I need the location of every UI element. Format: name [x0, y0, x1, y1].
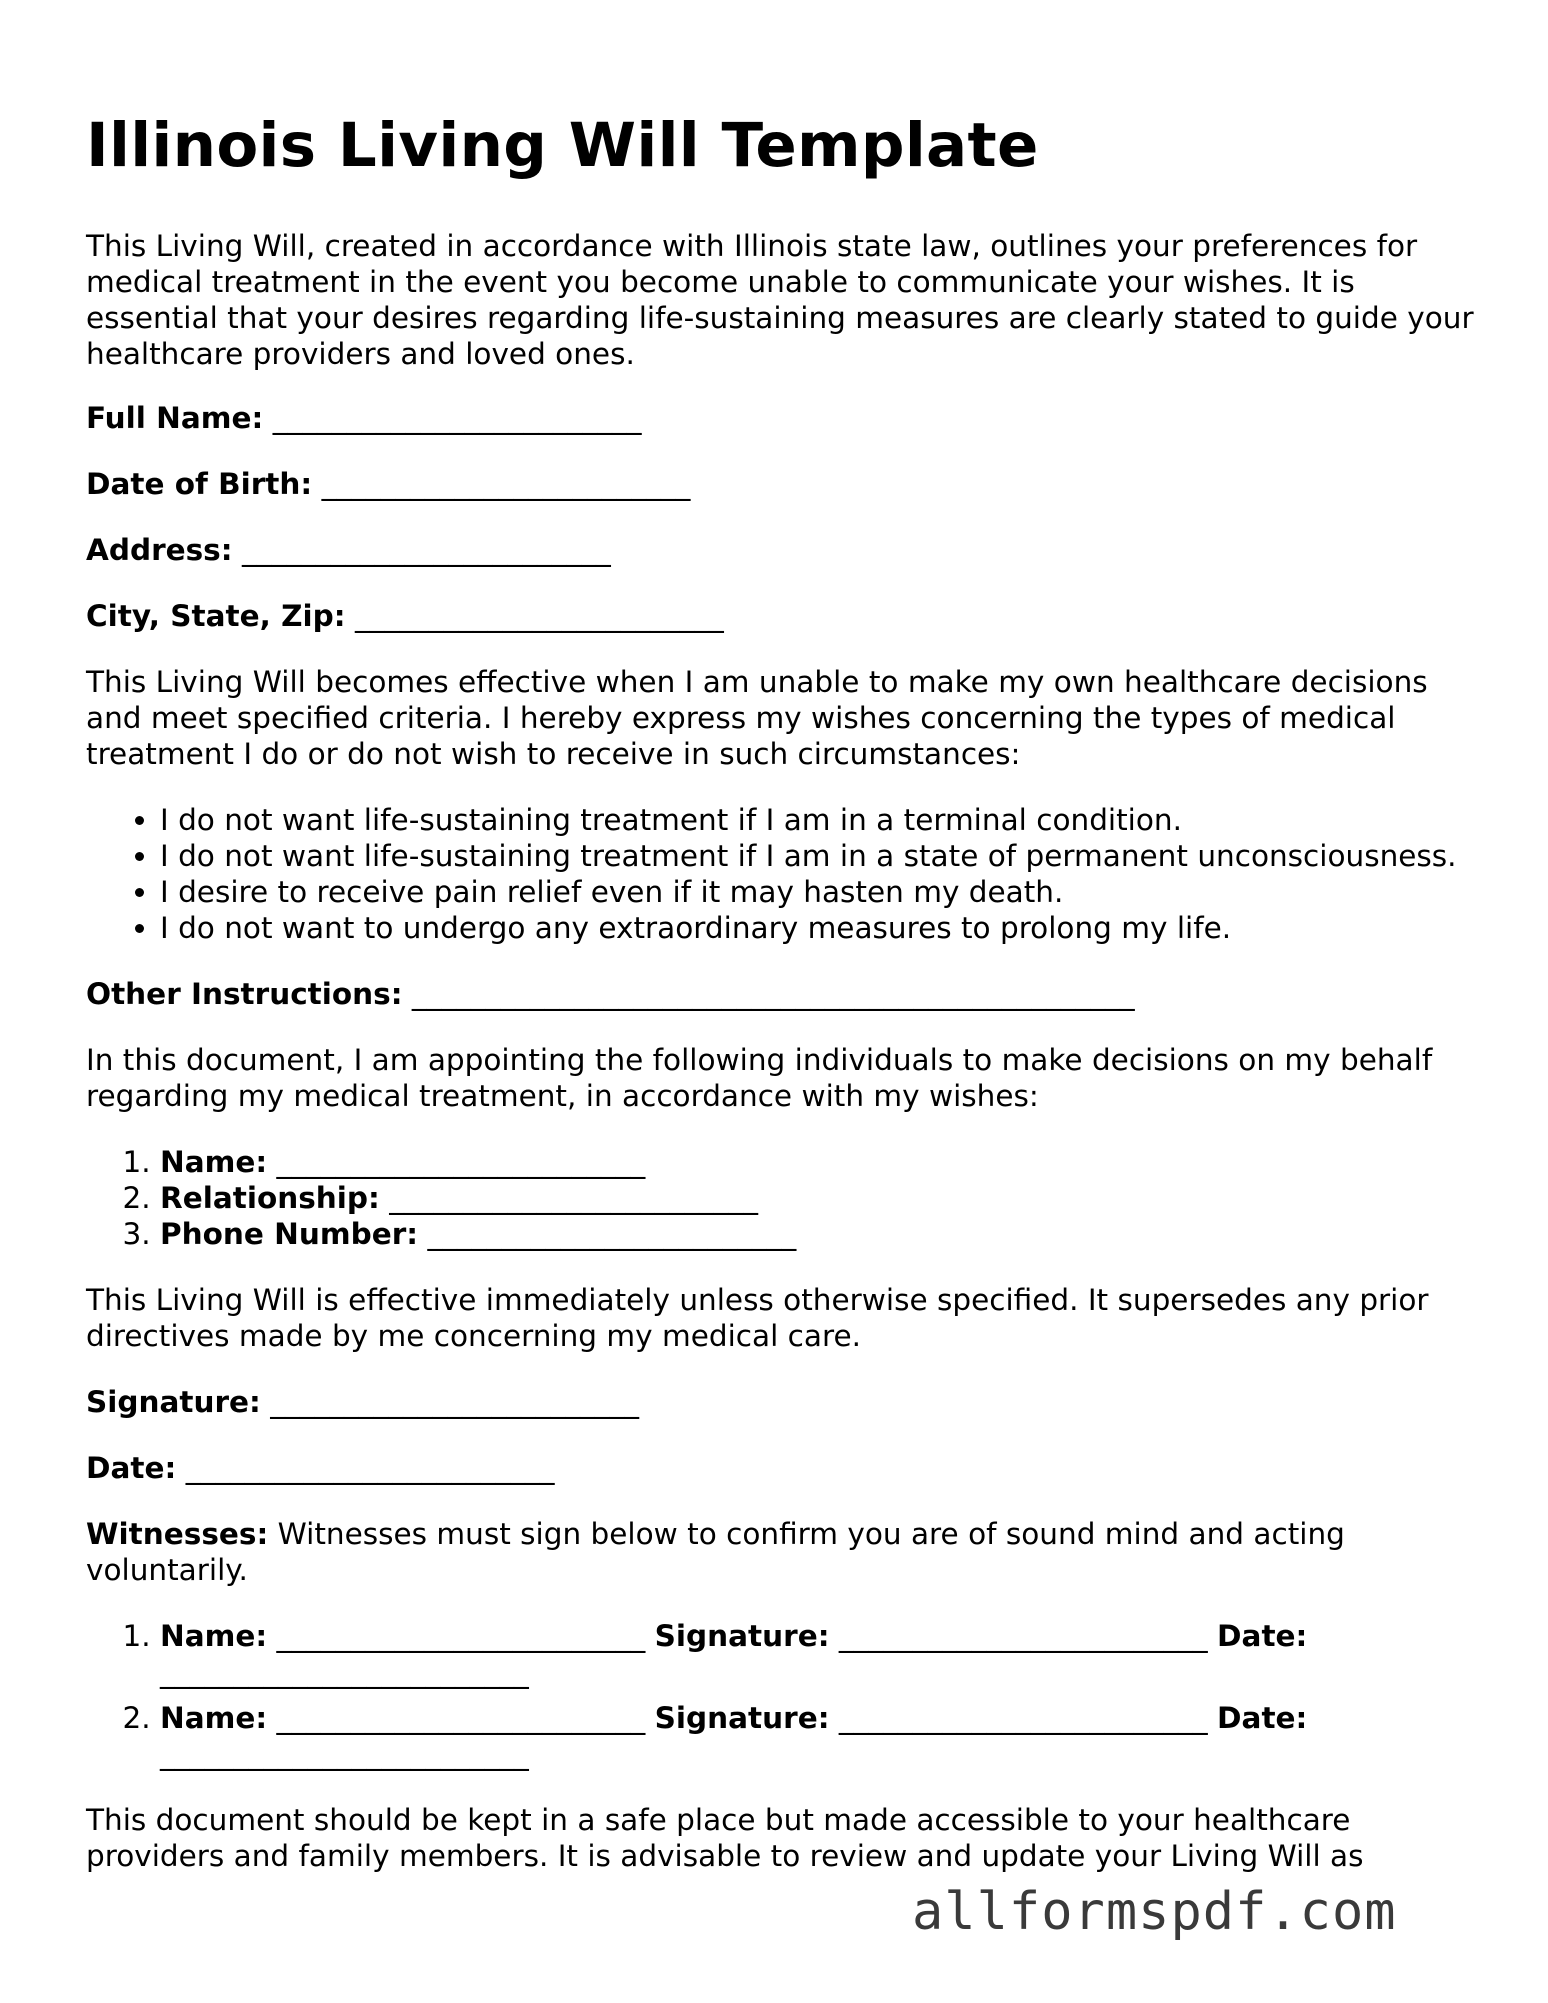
effective-paragraph: This Living Will becomes effective when I am unable to make my own healthcare decisions and meet specified criteria. I hereby express my wishes concerning the types of medical treatment I do or do not wish to receive in such circumstances: [86, 665, 1428, 771]
witness-list [86, 1618, 1476, 1772]
agent-name-label: Name: [160, 1145, 268, 1179]
date-label: Date: [86, 1451, 177, 1485]
agent-phone-item[interactable] [160, 1216, 1476, 1252]
witness-name-blank[interactable]: _________________________ [276, 1701, 646, 1735]
document-page [86, 104, 1476, 1874]
address-label: Address: [86, 533, 233, 567]
full-name-label: Full Name: [86, 401, 264, 435]
intro-paragraph: This Living Will, created in accordance with Illinois state law, outlines your preferences for medical treatment in the event you become unable to communicate your wishes. It is essential that your desires regarding life-sustaining measures are clearly stated to guide your healthcare providers and loved ones. [86, 229, 1474, 371]
witness-date-blank[interactable]: _________________________ [160, 1737, 529, 1771]
witnesses-text: Witnesses must sign below to confirm you are of sound mind and acting voluntarily. [86, 1517, 1345, 1587]
witnesses-label: Witnesses: [86, 1517, 269, 1551]
address-blank[interactable]: _________________________ [241, 533, 611, 567]
agent-list [86, 1144, 1476, 1252]
agent-relationship-item[interactable] [160, 1180, 1476, 1216]
other-instructions-blank[interactable]: _________________________________________________ [411, 977, 1135, 1011]
date-field[interactable] [86, 1450, 1476, 1486]
watermark: allformspdf.com [912, 1882, 1397, 1942]
city-state-zip-label: City, State, Zip: [86, 599, 346, 633]
other-instructions-field[interactable] [86, 976, 1476, 1012]
signature-blank[interactable]: _________________________ [270, 1385, 639, 1419]
witness-date-label: Date: [1217, 1619, 1308, 1653]
address-field[interactable] [86, 532, 1476, 568]
witness-signature-label: Signature: [654, 1619, 830, 1653]
appoint-paragraph: In this document, I am appointing the following individuals to make decisions on my behalf regarding my medical treatment, in accordance with my wishes: [86, 1043, 1433, 1113]
closing-paragraph: This document should be kept in a safe place but made accessible to your healthcare providers and family members. It is advisable to review and update your Living Will as [86, 1803, 1364, 1873]
witness-name-label: Name: [160, 1619, 268, 1653]
date-of-birth-blank[interactable]: _________________________ [321, 467, 691, 501]
agent-phone-blank[interactable]: _________________________ [427, 1217, 797, 1251]
date-of-birth-label: Date of Birth: [86, 467, 313, 501]
page-title: Illinois Living Will Template [86, 110, 1039, 181]
agent-relationship-label: Relationship: [160, 1181, 380, 1215]
supersede-paragraph: This Living Will is effective immediately unless otherwise specified. It supersedes any prior directives made by me concerning my medical care. [86, 1283, 1429, 1353]
witness-signature-label: Signature: [654, 1701, 830, 1735]
witness-name-blank[interactable]: _________________________ [276, 1619, 646, 1653]
agent-relationship-blank[interactable]: _________________________ [389, 1181, 758, 1215]
witness-signature-blank[interactable]: _________________________ [838, 1701, 1208, 1735]
list-item: • I do not want life-sustaining treatment if I am in a state of permanent unconsciousness. [160, 838, 1476, 874]
list-item: • I desire to receive pain relief even if it may hasten my death. [160, 874, 1476, 910]
witnesses-paragraph [86, 1516, 1476, 1588]
city-state-zip-field[interactable] [86, 598, 1476, 634]
date-blank[interactable]: _________________________ [185, 1451, 555, 1485]
witness-signature-blank[interactable]: _________________________ [838, 1619, 1208, 1653]
date-of-birth-field[interactable] [86, 466, 1476, 502]
list-item: • I do not want life-sustaining treatment if I am in a terminal condition. [160, 802, 1476, 838]
full-name-field[interactable] [86, 400, 1476, 436]
agent-name-blank[interactable]: _________________________ [276, 1145, 646, 1179]
signature-field[interactable] [86, 1384, 1476, 1420]
other-instructions-label: Other Instructions: [86, 977, 403, 1011]
list-item: • I do not want to undergo any extraordinary measures to prolong my life. [160, 910, 1476, 946]
witness-name-label: Name: [160, 1701, 268, 1735]
witness-date-blank[interactable]: _________________________ [160, 1655, 529, 1689]
witness-row[interactable] [160, 1700, 1476, 1772]
agent-name-item[interactable] [160, 1144, 1476, 1180]
signature-label: Signature: [86, 1385, 261, 1419]
wishes-list [86, 802, 1476, 946]
witness-row[interactable] [160, 1618, 1476, 1690]
witness-date-label: Date: [1217, 1701, 1308, 1735]
full-name-blank[interactable]: _________________________ [272, 401, 642, 435]
city-state-zip-blank[interactable]: _________________________ [354, 599, 724, 633]
agent-phone-label: Phone Number: [160, 1217, 419, 1251]
